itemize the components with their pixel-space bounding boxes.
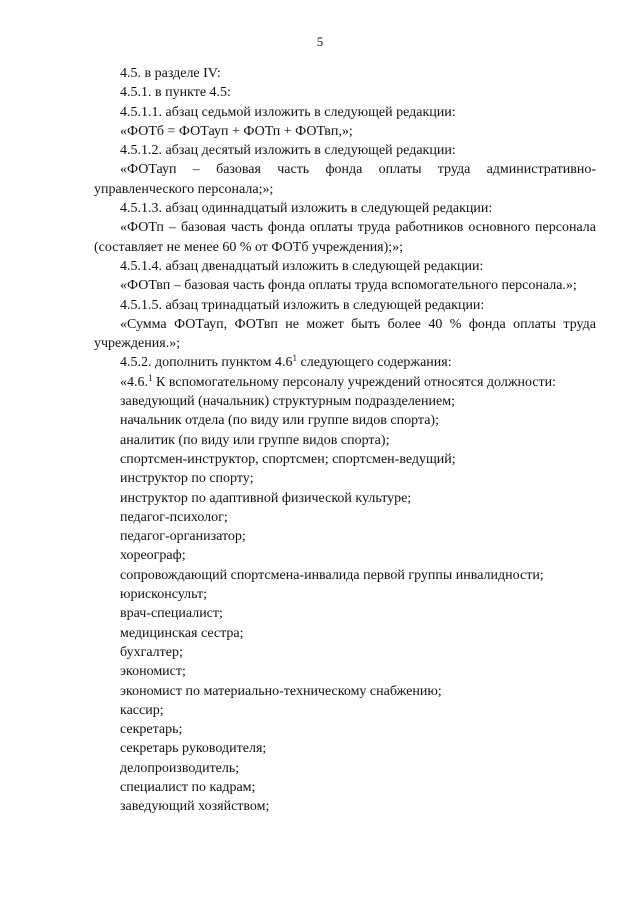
- list-item: педагог-организатор;: [120, 529, 246, 545]
- addition-intro-text: 4.5.2. дополнить пунктом 4.6: [120, 355, 293, 371]
- paragraph-4-5-1-1: 4.5.1.1. абзац седьмой изложить в следующей редакции:: [120, 104, 456, 120]
- list-item: сопровождающий спортсмена-инвалида первой группы инвалидности;: [120, 567, 544, 583]
- list-item: заведующий (начальник) структурным подразделением;: [120, 394, 455, 410]
- list-item: инструктор по адаптивной физической культуре;: [120, 490, 412, 506]
- paragraph-4-5-1-4: 4.5.1.4. абзац двенадцатый изложить в следующей редакции:: [120, 258, 484, 274]
- addition-intro-superscript: 1: [292, 353, 298, 364]
- limit-statement: «Сумма ФОТауп, ФОТвп не может быть более 40 % фонда оплаты труда учреждения.»;: [94, 316, 596, 352]
- paragraph-4-5-1: 4.5.1. в пункте 4.5:: [120, 85, 231, 101]
- list-item: заведующий хозяйством;: [120, 799, 270, 815]
- quote-text: К вспомогательному персоналу учреждений относятся должности:: [152, 374, 557, 390]
- page-number: 5: [316, 34, 324, 49]
- paragraph-4-5-1-5: 4.5.1.5. абзац тринадцатый изложить в следующей редакции:: [120, 297, 485, 313]
- list-item: делопроизводитель;: [120, 760, 240, 776]
- document-body: [94, 64, 596, 817]
- paragraph-4-6-1-quote: [94, 373, 596, 392]
- list-item: хореограф;: [120, 548, 186, 564]
- paragraph-4-5-1-3: 4.5.1.3. абзац одиннадцатый изложить в следующей редакции:: [120, 201, 493, 217]
- quote-number-superscript: 1: [148, 372, 153, 383]
- paragraph-section-4-5: 4.5. в разделе IV:: [120, 66, 221, 81]
- paragraph-4-5-2: [94, 353, 596, 372]
- list-item: секретарь руководителя;: [120, 741, 267, 757]
- list-item: кассир;: [120, 702, 164, 718]
- list-item: педагог-психолог;: [120, 509, 228, 525]
- list-item: секретарь;: [120, 722, 183, 738]
- list-item: специалист по кадрам;: [120, 779, 256, 795]
- list-item: бухгалтер;: [120, 644, 183, 660]
- list-item: медицинская сестра;: [120, 625, 244, 641]
- positions-list: [94, 392, 596, 817]
- definition-fot-aup: «ФОТауп – базовая часть фонда оплаты труда административно-управленческого персонала;»;: [94, 162, 596, 197]
- list-item: инструктор по спорту;: [120, 471, 254, 487]
- list-item: спортсмен-инструктор, спортсмен; спортсмен-ведущий;: [120, 451, 456, 467]
- list-item: начальник отдела (по виду или группе видов спорта);: [120, 413, 439, 429]
- list-item: экономист по материально-техническому снабжению;: [120, 683, 442, 699]
- list-item: аналитик (по виду или группе видов спорта);: [120, 432, 390, 448]
- formula-fot-b: «ФОТб = ФОТауп + ФОТп + ФОТвп,»;: [120, 123, 353, 139]
- list-item: юрисконсульт;: [120, 587, 208, 603]
- paragraph-4-5-1-2: 4.5.1.2. абзац десятый изложить в следующей редакции:: [120, 143, 456, 159]
- list-item: экономист;: [120, 664, 186, 680]
- quote-number-text: «4.6.: [120, 374, 148, 390]
- addition-intro-tail: следующего содержания:: [297, 355, 452, 371]
- definition-fot-p: «ФОТп – базовая часть фонда оплаты труда работников основного персонала (составляет не менее 60 % от ФОТб учреждения);»;: [94, 220, 596, 255]
- definition-fot-vp: «ФОТвп – базовая часть фонда оплаты труда вспомогательного персонала.»;: [120, 278, 577, 294]
- list-item: врач-специалист;: [120, 606, 223, 622]
